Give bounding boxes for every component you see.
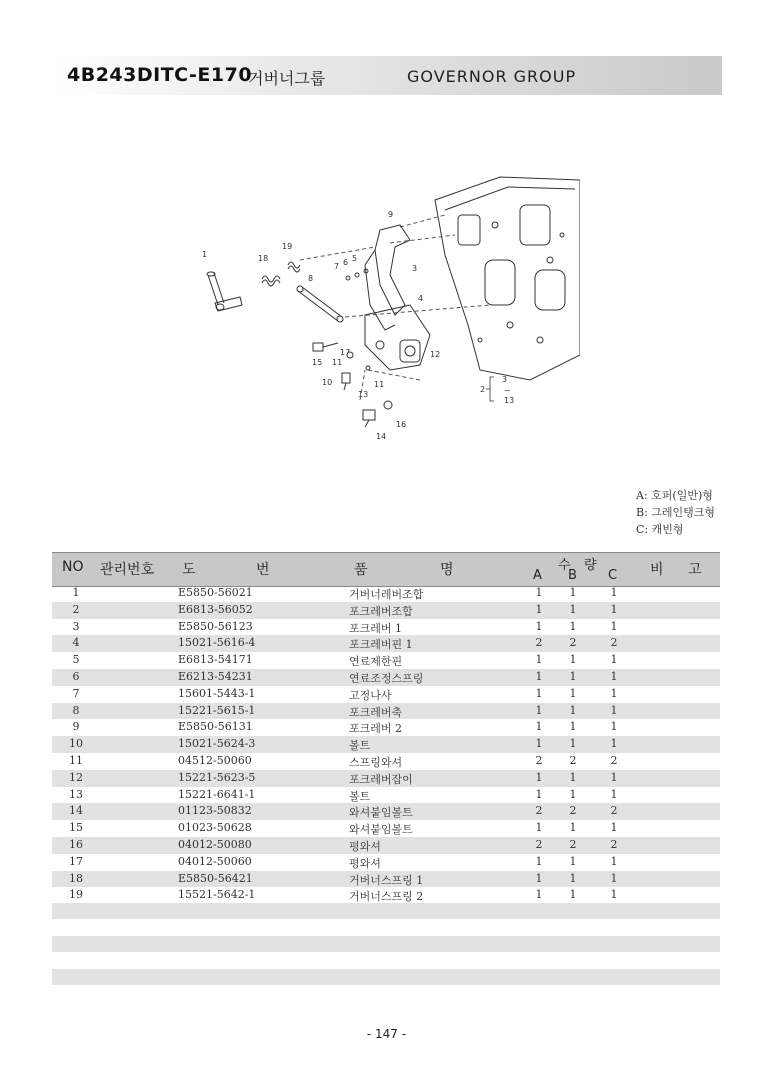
- header-management-no: 관리번호: [100, 562, 155, 578]
- row-part-number: 04012-50080: [178, 837, 252, 851]
- row-no: 2: [72, 602, 80, 616]
- row-qty-c: 1: [610, 602, 618, 616]
- callout-label: 10: [322, 378, 333, 387]
- row-qty-b: 1: [569, 602, 577, 616]
- table-row: [52, 770, 720, 787]
- row-qty-c: 2: [610, 804, 618, 818]
- row-part-number: 04512-50060: [178, 753, 252, 767]
- row-part-name: 고정나사: [349, 688, 392, 702]
- row-qty-a: 1: [535, 821, 543, 835]
- row-part-number: 15601-5443-1: [178, 686, 256, 700]
- row-qty-b: 1: [569, 787, 577, 801]
- row-no: 14: [69, 804, 83, 818]
- callout-label: 11: [332, 358, 343, 367]
- row-qty-a: 1: [535, 669, 543, 683]
- row-part-name: 거버너스프링 2: [349, 890, 424, 904]
- row-no: 15: [69, 821, 83, 835]
- row-no: 17: [69, 854, 83, 868]
- row-no: 18: [69, 871, 83, 885]
- row-no: 6: [72, 669, 80, 683]
- row-qty-b: 1: [569, 854, 577, 868]
- row-part-name: 포크레버조합: [349, 604, 413, 618]
- row-qty-a: 2: [535, 837, 543, 851]
- row-no: 7: [72, 686, 80, 700]
- empty-row-band: [52, 969, 720, 985]
- header-qty-2: 량: [584, 558, 597, 573]
- row-no: 19: [69, 888, 83, 902]
- row-part-name: 와셔붙임볼트: [349, 806, 413, 820]
- row-qty-c: 2: [610, 753, 618, 767]
- row-qty-c: 1: [610, 653, 618, 667]
- row-qty-b: 1: [569, 888, 577, 902]
- table-row: [52, 669, 720, 686]
- callout-label: ~: [504, 386, 511, 395]
- row-qty-c: 2: [610, 636, 618, 650]
- legend-item-b: B: 그레인탱크형: [636, 506, 716, 519]
- callout-label: 2: [480, 385, 486, 394]
- row-qty-c: 1: [610, 854, 618, 868]
- row-qty-c: 1: [610, 871, 618, 885]
- row-part-number: E6813-54171: [178, 653, 253, 667]
- row-part-name: 거버너레버조합: [349, 588, 424, 601]
- callout-label: 11: [374, 380, 385, 389]
- row-qty-b: 1: [569, 737, 577, 751]
- fork-lever-shaft: [297, 286, 343, 322]
- page-header: [55, 56, 722, 95]
- row-no: 8: [72, 703, 80, 717]
- table-row: [52, 736, 720, 753]
- header-col-a: A: [533, 568, 542, 583]
- row-part-name: 포크레버 2: [349, 722, 402, 736]
- row-qty-a: 1: [535, 787, 543, 801]
- parts-table-body: [52, 585, 720, 904]
- row-no: 11: [69, 753, 83, 767]
- row-part-number: 15521-5642-1: [178, 888, 256, 902]
- row-part-number: 01023-50628: [178, 821, 252, 835]
- row-part-name: 스프링와셔: [349, 755, 403, 769]
- row-no: 5: [72, 653, 80, 667]
- row-part-name: 평와셔: [349, 839, 381, 853]
- row-part-name: 연료제한핀: [349, 655, 403, 669]
- table-row: [52, 803, 720, 820]
- row-qty-b: 1: [569, 720, 577, 734]
- callout-label: 6: [343, 258, 349, 267]
- header-remark-1: 비: [650, 562, 664, 578]
- small-fasteners: [313, 269, 392, 427]
- header-remark-2: 고: [688, 562, 702, 578]
- row-qty-a: 1: [535, 619, 543, 633]
- row-part-number: 15221-5615-1: [178, 703, 256, 717]
- page-number: - 147 -: [366, 1027, 407, 1041]
- table-row: [52, 753, 720, 770]
- row-part-number: E6213-54231: [178, 669, 253, 683]
- row-no: 1: [72, 586, 80, 599]
- row-qty-a: 2: [535, 753, 543, 767]
- variant-legend: [636, 487, 715, 538]
- row-qty-a: 1: [535, 854, 543, 868]
- row-qty-b: 2: [569, 636, 577, 650]
- row-no: 9: [72, 720, 80, 734]
- row-qty-c: 1: [610, 821, 618, 835]
- row-no: 16: [69, 837, 83, 851]
- row-qty-c: 1: [610, 586, 618, 599]
- callout-label: 14: [376, 432, 387, 441]
- row-qty-b: 1: [569, 619, 577, 633]
- row-qty-c: 1: [610, 770, 618, 784]
- callout-label: 3: [502, 375, 508, 384]
- table-row: [52, 703, 720, 720]
- table-row: [52, 871, 720, 888]
- row-qty-a: 1: [535, 602, 543, 616]
- row-part-number: 15221-5623-5: [178, 770, 256, 784]
- legend-item-c: C: 캐빈형: [636, 523, 684, 536]
- row-qty-b: 1: [569, 871, 577, 885]
- row-part-number: 01123-50832: [178, 804, 252, 818]
- row-part-number: E5850-56421: [178, 871, 253, 885]
- row-part-name: 볼트: [349, 789, 371, 803]
- row-part-number: E5850-56021: [178, 586, 253, 599]
- header-drawing-1: 도: [182, 562, 196, 578]
- table-row: [52, 787, 720, 804]
- row-no: 4: [72, 636, 80, 650]
- governor-lever-part: [207, 272, 242, 311]
- row-qty-c: 1: [610, 737, 618, 751]
- row-part-number: E5850-56131: [178, 720, 253, 734]
- row-qty-b: 1: [569, 653, 577, 667]
- row-qty-a: 1: [535, 770, 543, 784]
- row-qty-a: 1: [535, 737, 543, 751]
- row-qty-c: 2: [610, 837, 618, 851]
- header-name-1: 품: [354, 562, 368, 578]
- header-col-b: B: [568, 568, 577, 583]
- row-part-name: 포크레버잡이: [349, 772, 413, 786]
- callout-label: 1: [202, 250, 208, 259]
- group-title-english: GOVERNOR GROUP: [407, 67, 577, 86]
- header-qty-1: 수: [558, 558, 571, 573]
- empty-row-band: [52, 903, 720, 919]
- table-row: [52, 635, 720, 652]
- parts-table-header: [52, 552, 720, 587]
- row-part-number: E6813-56052: [178, 602, 253, 616]
- row-qty-b: 2: [569, 804, 577, 818]
- row-part-number: 15021-5616-4: [178, 636, 256, 650]
- row-qty-b: 1: [569, 821, 577, 835]
- row-qty-a: 1: [535, 871, 543, 885]
- row-qty-a: 1: [535, 586, 543, 599]
- callout-label: 19: [282, 242, 293, 251]
- row-no: 3: [72, 619, 80, 633]
- row-qty-b: 1: [569, 686, 577, 700]
- callout-label: 13: [504, 396, 515, 405]
- row-qty-b: 1: [569, 770, 577, 784]
- callout-label: 9: [388, 210, 394, 219]
- row-qty-a: 1: [535, 720, 543, 734]
- row-no: 13: [69, 787, 83, 801]
- row-qty-c: 1: [610, 888, 618, 902]
- row-qty-c: 1: [610, 787, 618, 801]
- header-no: NO: [62, 559, 84, 575]
- row-qty-c: 1: [610, 669, 618, 683]
- group-title-korean: 거버너그룹: [248, 69, 326, 88]
- row-qty-c: 1: [610, 703, 618, 717]
- table-row: [52, 602, 720, 619]
- table-row: [52, 837, 720, 854]
- row-qty-a: 1: [535, 653, 543, 667]
- row-qty-a: 2: [535, 636, 543, 650]
- row-qty-a: 1: [535, 686, 543, 700]
- table-row: [52, 686, 720, 703]
- callout-label: 18: [258, 254, 269, 263]
- callout-label: 4: [418, 294, 424, 303]
- callout-label: 17: [340, 348, 351, 357]
- row-qty-b: 1: [569, 669, 577, 683]
- callout-label: 16: [396, 420, 407, 429]
- row-qty-b: 1: [569, 586, 577, 599]
- row-no: 12: [69, 770, 83, 784]
- callout-label: 12: [430, 350, 441, 359]
- row-qty-c: 1: [610, 619, 618, 633]
- row-part-number: E5850-56123: [178, 619, 253, 633]
- row-qty-a: 1: [535, 888, 543, 902]
- callout-label: 13: [358, 390, 369, 399]
- exploded-parts-diagram: [190, 165, 580, 450]
- row-qty-c: 1: [610, 686, 618, 700]
- row-part-name: 볼트: [349, 739, 371, 753]
- callout-label: 8: [308, 274, 314, 283]
- callout-label: 15: [312, 358, 323, 367]
- table-row: [52, 619, 720, 636]
- row-no: 10: [69, 737, 83, 751]
- row-part-number: 15221-6641-1: [178, 787, 256, 801]
- row-part-name: 포크레버축: [349, 705, 403, 719]
- row-part-number: 15021-5624-3: [178, 737, 256, 751]
- empty-row-band: [52, 936, 720, 952]
- table-row: [52, 820, 720, 837]
- table-row: [52, 652, 720, 669]
- row-part-name: 거버너스프링 1: [349, 873, 424, 887]
- table-row: [52, 887, 720, 904]
- callout-label: 3: [412, 264, 418, 273]
- row-qty-a: 1: [535, 703, 543, 717]
- header-name-2: 명: [440, 562, 454, 578]
- header-drawing-2: 번: [256, 562, 270, 578]
- row-part-name: 와셔붙임볼트: [349, 823, 413, 837]
- callout-label: 7: [334, 262, 340, 271]
- callout-label: 5: [352, 254, 358, 263]
- table-row: [52, 719, 720, 736]
- table-row: [52, 854, 720, 871]
- governor-springs: [262, 262, 300, 286]
- model-code: 4B243DITC-E170: [67, 64, 253, 86]
- header-col-c: C: [608, 568, 618, 583]
- engine-block-outline: [435, 177, 580, 380]
- row-qty-b: 2: [569, 837, 577, 851]
- row-qty-a: 2: [535, 804, 543, 818]
- row-part-number: 04012-50060: [178, 854, 252, 868]
- row-part-name: 포크레버 1: [349, 621, 402, 635]
- row-qty-c: 1: [610, 720, 618, 734]
- row-part-name: 연료조정스프링: [349, 671, 424, 685]
- row-part-name: 평와셔: [349, 856, 381, 870]
- row-part-name: 포크레버핀 1: [349, 638, 413, 652]
- row-qty-b: 1: [569, 703, 577, 717]
- legend-item-a: A: 호퍼(일반)형: [636, 489, 713, 502]
- row-qty-b: 2: [569, 753, 577, 767]
- table-row: [52, 585, 720, 602]
